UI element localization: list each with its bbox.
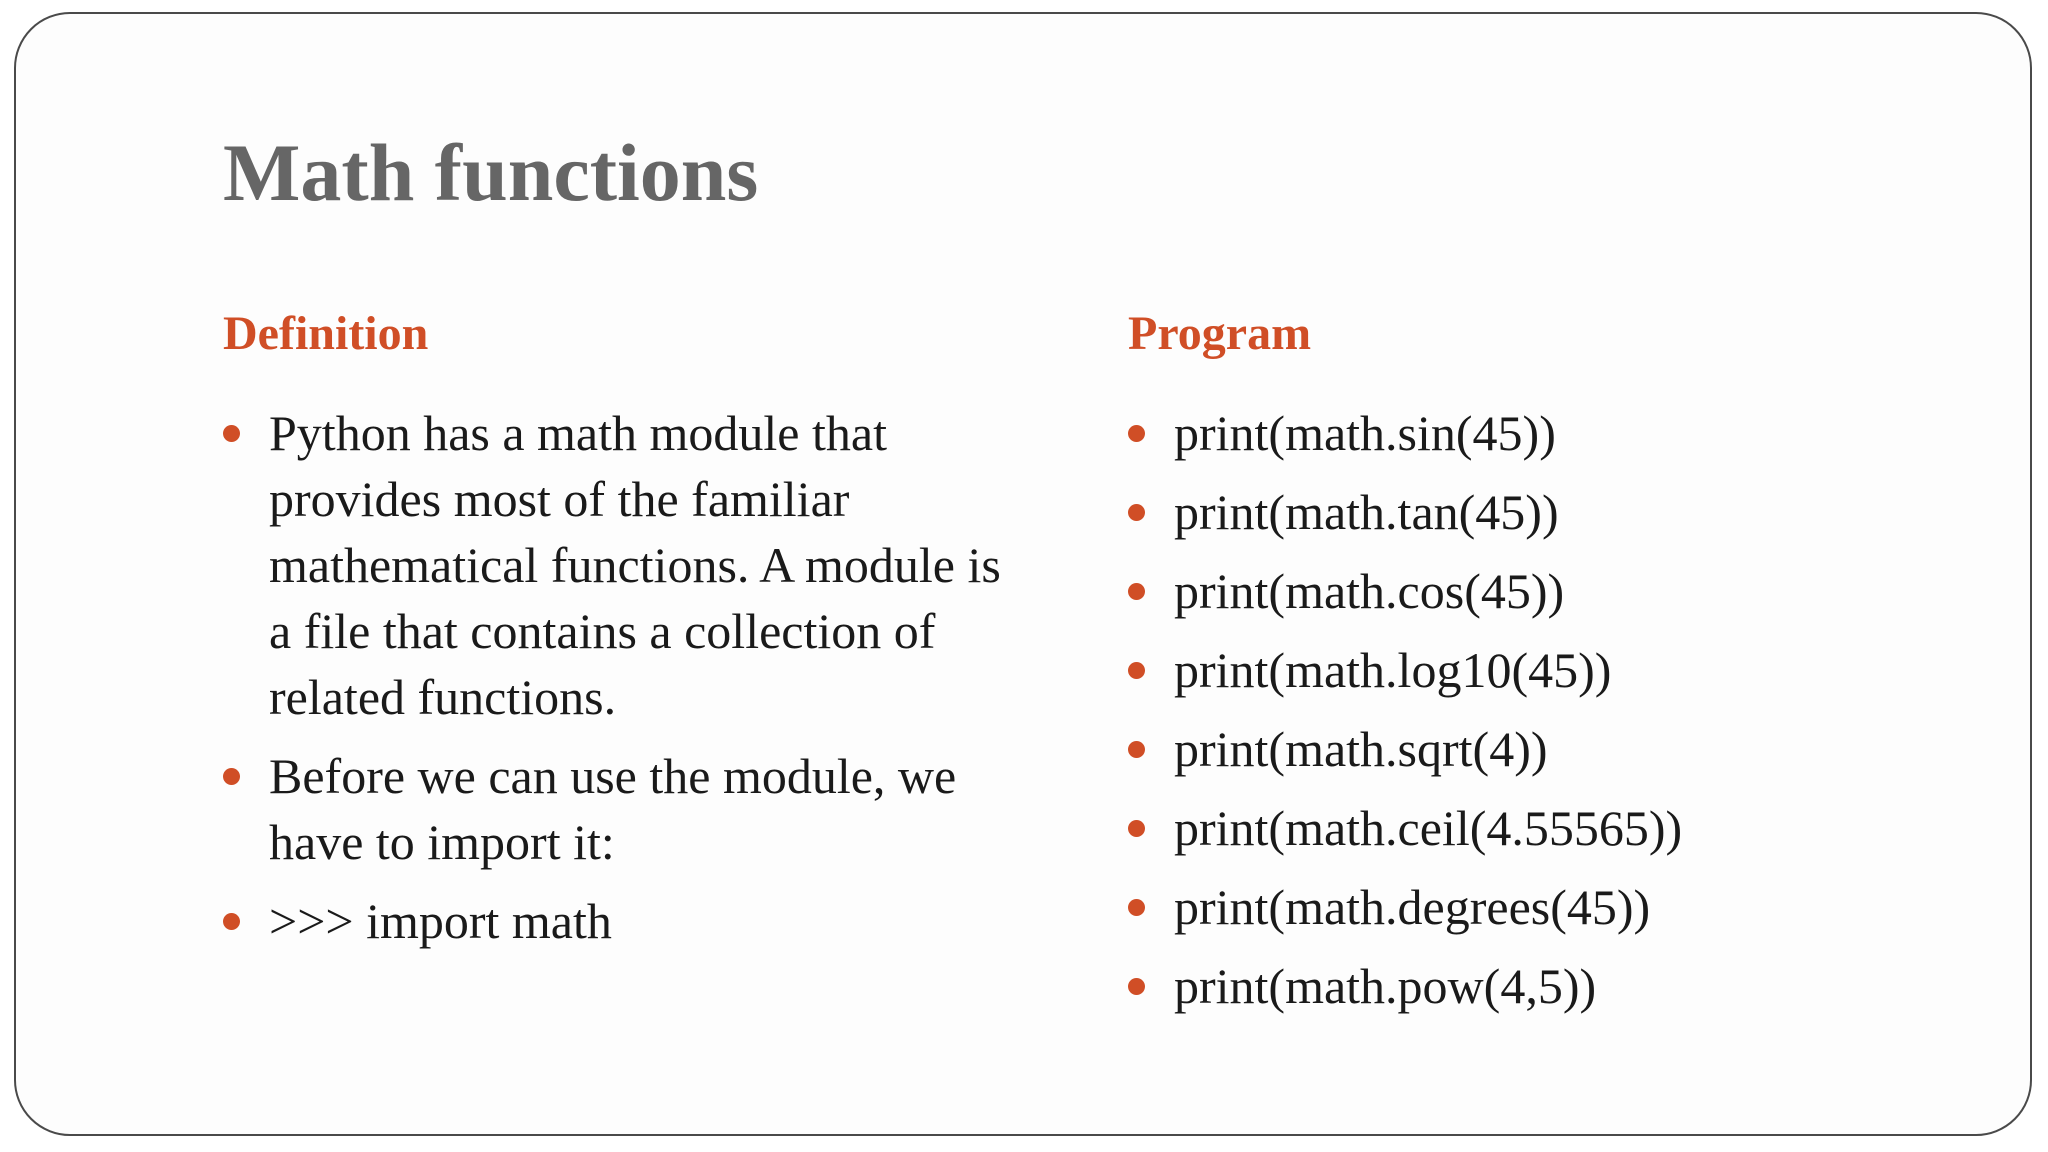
program-bullet-text: print(math.sin(45)) [1174, 405, 1556, 461]
definition-bullet [223, 743, 1003, 875]
program-bullet [1128, 479, 1928, 545]
definition-bullet-text: Before we can use the module, we have to import it: [269, 748, 957, 870]
definition-bullet-text: >>> import math [269, 893, 612, 949]
slide-title: Math functions [223, 127, 759, 218]
program-bullet-text: print(math.log10(45)) [1174, 642, 1612, 698]
definition-column [223, 307, 1003, 967]
bullet-dot-icon [223, 425, 240, 442]
program-bullet-text: print(math.ceil(4.55565)) [1174, 800, 1683, 856]
program-bullet [1128, 874, 1928, 940]
program-bullet [1128, 953, 1928, 1019]
definition-heading: Definition [223, 307, 429, 360]
bullet-dot-icon [1128, 504, 1145, 521]
bullet-dot-icon [223, 768, 240, 785]
program-bullet-text: print(math.cos(45)) [1174, 563, 1565, 619]
program-heading: Program [1128, 307, 1312, 360]
program-bullet-text: print(math.pow(4,5)) [1174, 958, 1597, 1014]
program-bullet [1128, 795, 1928, 861]
bullet-dot-icon [1128, 899, 1145, 916]
definition-bullet [223, 400, 1003, 730]
program-bullet-text: print(math.tan(45)) [1174, 484, 1559, 540]
bullet-dot-icon [1128, 583, 1145, 600]
definition-bullet-text: Python has a math module that provides most of the familiar mathematical functions. A module is a file that contains a collection of related functions. [269, 405, 1001, 725]
program-bullet-text: print(math.degrees(45)) [1174, 879, 1651, 935]
program-column [1128, 307, 1928, 1032]
bullet-dot-icon [223, 913, 240, 930]
bullet-dot-icon [1128, 662, 1145, 679]
bullet-dot-icon [1128, 741, 1145, 758]
bullet-dot-icon [1128, 425, 1145, 442]
program-bullet-list [1128, 400, 1928, 1019]
definition-bullet [223, 888, 1003, 954]
program-bullet [1128, 716, 1928, 782]
definition-bullet-list [223, 400, 1003, 954]
bullet-dot-icon [1128, 820, 1145, 837]
slide-frame [14, 12, 2032, 1136]
program-bullet [1128, 400, 1928, 466]
program-bullet-text: print(math.sqrt(4)) [1174, 721, 1548, 777]
bullet-dot-icon [1128, 978, 1145, 995]
program-bullet [1128, 558, 1928, 624]
program-bullet [1128, 637, 1928, 703]
